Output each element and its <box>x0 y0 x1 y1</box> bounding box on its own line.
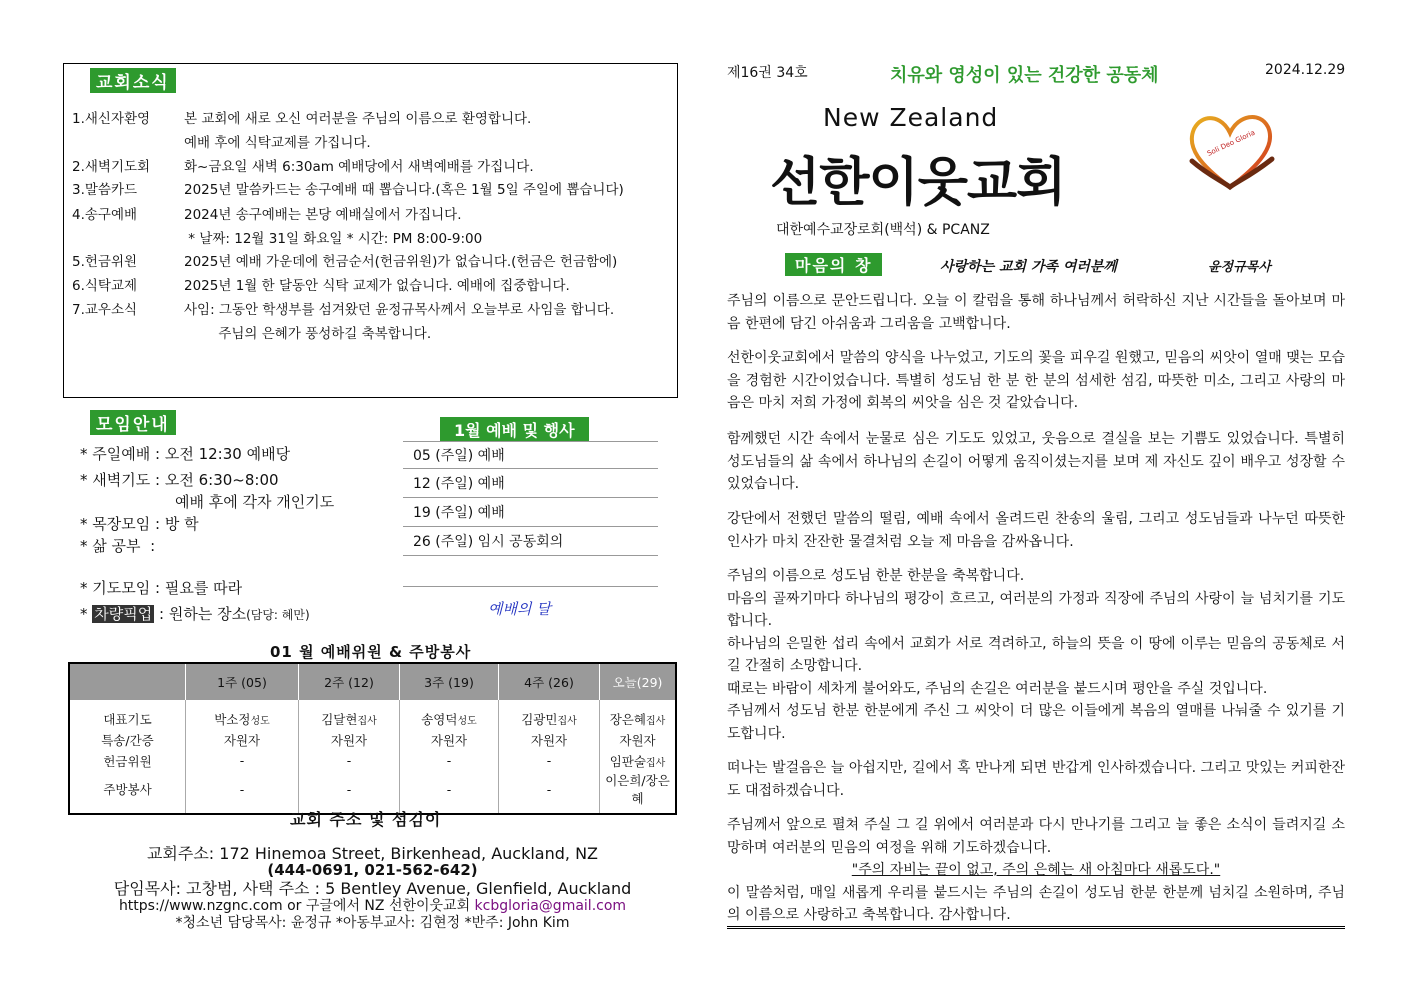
role-cell: 대표기도 <box>69 700 186 729</box>
table-cell: 자원자 <box>499 729 600 750</box>
table-cell: 자원자 <box>186 729 299 750</box>
table-cell: - <box>299 771 400 814</box>
table-cell: 임판술집사 <box>600 750 677 771</box>
table-header-cell <box>69 663 186 700</box>
role-cell: 특송/간증 <box>69 729 186 750</box>
table-header-cell: 4주 (26) <box>499 663 600 700</box>
table-cell: 자원자 <box>600 729 677 750</box>
church-logo-heart-icon <box>1180 105 1280 200</box>
address-title: 교회 주소 및 섬김이 <box>290 810 442 829</box>
news-item: 3.말씀카드 2025년 말씀카드는 송구예배 때 뽑습니다.(혹은 1월 5일 주일에 뽑습니다) <box>72 182 624 198</box>
table-header-cell: 1주 (05) <box>186 663 299 700</box>
column-paragraph: 함께했던 시간 속에서 눈물로 심은 기도도 있었고, 웃음으로 결실을 보는 기쁨도 있었습니다. 특별히 성도님들의 삶 속에서 하나님의 손길이 어떻게 움직이셨는지를 보며 제 자신도 깊이 배우고 성장할 수 있었습니다. <box>727 431 1345 492</box>
column-title: 마음의 창 <box>785 253 882 276</box>
meeting-item: * 삶 공부 : <box>80 537 156 555</box>
column-paragraph: 주님의 이름으로 성도님 한분 한분을 축복합니다. 마음의 골짜기마다 하나님의 평강이 흐르고, 여러분의 가정과 직장에 주님의 사랑이 늘 넘치기를 기도합니다. 하나님의 은밀한 섭리 속에서 교회가 서로 격려하고, 하늘의 뜻을 이 땅에 이루는 믿음의 공동체로 서길 간절히 소망합니다. 때로는 바람이 세차게 불어와도, 주님의 손길은 여러분을 붙드시며 평안을 주실 것입니다. 주님께서 성도님 한분 한분에게 주신 그 씨앗이 더 많은 이들에게 복음의 열매를 나눠줄 수 있기를 기도합니다. <box>727 568 1345 742</box>
column-author: 윤정규목사 <box>1208 260 1271 275</box>
meeting-item: * 주일예배 : 오전 12:30 예배당 <box>80 445 291 463</box>
staff-list: *청소년 담당목사: 윤정규 *아동부교사: 김현정 *반주: John Kim <box>175 915 570 931</box>
table-row <box>69 729 676 750</box>
table-cell: - <box>186 750 299 771</box>
logo-text: Soli Deo Gloria <box>1205 128 1257 158</box>
table-cell: 김달현집사 <box>299 700 400 729</box>
table-cell: 박소정성도 <box>186 700 299 729</box>
church-news-title: 교회소식 <box>90 68 176 93</box>
table-cell: - <box>400 750 499 771</box>
web-contact: https://www.nzgnc.com or 구글에서 NZ 선한이웃교회 kcbgloria@gmail.com <box>118 898 627 914</box>
bottom-divider <box>727 926 1345 929</box>
role-cell: 주방봉사 <box>69 771 186 814</box>
column-paragraph: 떠나는 발걸음은 늘 아쉽지만, 길에서 혹 만나게 되면 반갑게 인사하겠습니다. 그리고 맛있는 커피한잔도 대접하겠습니다. <box>727 760 1345 799</box>
table-cell: - <box>499 771 600 814</box>
table-cell: 장은혜집사 <box>600 700 677 729</box>
meeting-item: 예배 후에 각자 개인기도 <box>175 493 335 511</box>
column-paragraph: 주님께서 앞으로 펼쳐 주실 그 길 위에서 여러분과 다시 만나기를 그리고 늘 좋은 소식이 들려지길 소망하며 여러분의 믿음의 여정을 위해 기도하겠습니다. "주의 자비는 끝이 없고, 주의 은혜는 새 아침마다 새롭도다." 이 말씀처럼, 매일 새롭게 우리를 붙드시는 주님의 손길이 성도님 한분 한분께 넘치길 소원하며, 주님의 이름으로 사랑하고 축복합니다. 감사합니다. <box>727 817 1345 923</box>
meetings-title: 모임안내 <box>90 410 176 435</box>
bulletin-date: 2024.12.29 <box>1265 62 1346 78</box>
church-news-box <box>63 63 678 398</box>
country-label: New Zealand <box>823 103 999 132</box>
meeting-item: * 목장모임 : 방 학 <box>80 515 199 533</box>
meeting-item: * 새벽기도 : 오전 6:30~8:00 <box>80 471 279 489</box>
news-item: 5.헌금위원 2025년 예배 가운데에 헌금순서(헌금위원)가 없습니다.(헌금은 헌금함에) <box>72 254 618 270</box>
news-item: 4.송구예배 2024년 송구예배는 본당 예배실에서 가집니다. <box>72 207 462 223</box>
table-cell: 자원자 <box>299 729 400 750</box>
role-cell: 헌금위원 <box>69 750 186 771</box>
news-item: 7.교우소식 사임: 그동안 학생부를 섬겨왔던 윤정규목사께서 오늘부로 사임을 합니다. <box>72 302 615 318</box>
table-row <box>69 700 676 729</box>
news-item: 주님의 은혜가 풍성하길 축복합니다. <box>184 326 432 342</box>
table-cell: 김광민집사 <box>499 700 600 729</box>
church-address: 교회주소: 172 Hinemoa Street, Birkenhead, Auckland, NZ <box>146 844 599 863</box>
scripture-verse: "주의 자비는 끝이 없고, 주의 은혜는 새 아침마다 새롭도다." <box>851 862 1221 878</box>
table-cell: 송영덕성도 <box>400 700 499 729</box>
pastor-address: 담임목사: 고창범, 사택 주소 : 5 Bentley Avenue, Glenfield, Auckland <box>113 879 632 898</box>
column-subtitle: 사랑하는 교회 가족 여러분께 <box>940 259 1117 275</box>
table-cell: - <box>499 750 600 771</box>
table-header-cell: 2주 (12) <box>299 663 400 700</box>
column-paragraph: 선한이웃교회에서 말씀의 양식을 나누었고, 기도의 꽃을 피우길 원했고, 믿음의 씨앗이 열매 맺는 모습을 경험한 시간이었습니다. 특별히 성도님 한 분 한 분의 섬세한 섬김, 따뜻한 미소, 그리고 사랑의 마음은 마치 저희 가정에 회복의 씨앗을 심은 것 같았습니다. <box>727 350 1345 411</box>
news-item: * 날짜: 12월 31일 화요일 * 시간: PM 8:00-9:00 <box>184 231 483 247</box>
meeting-item: * 기도모임 : 필요를 따라 <box>80 579 243 597</box>
table-header-row <box>69 663 676 700</box>
column-paragraph: 강단에서 전했던 말씀의 떨림, 예배 속에서 올려드린 찬송의 울림, 그리고 성도님들과 나누던 따뜻한 인사가 마치 잔잔한 물결처럼 오늘 제 마음을 감싸옵니다. <box>727 511 1345 550</box>
table-cell: - <box>400 771 499 814</box>
denomination: 대한예수교장로회(백석) & PCANZ <box>776 222 990 238</box>
table-header-cell: 3주 (19) <box>400 663 499 700</box>
church-phone: (444-0691, 021-562-642) <box>267 861 478 879</box>
event-item: 26 (주일) 임시 공동회의 <box>403 528 658 556</box>
events-title: 1월 예배 및 행사 <box>440 417 589 442</box>
news-item: 2.새벽기도회 화~금요일 새벽 6:30am 예배당에서 새벽예배를 가집니다. <box>72 159 534 175</box>
news-item: 예배 후에 식탁교제를 가집니다. <box>184 135 371 151</box>
table-cell: - <box>186 771 299 814</box>
month-theme-note: 예배의 달 <box>488 600 551 618</box>
email-link[interactable]: kcbgloria@gmail.com <box>474 898 627 914</box>
news-item: 1.새신자환영 본 교회에 새로 오신 여러분을 주님의 이름으로 환영합니다. <box>72 111 532 127</box>
table-cell: 자원자 <box>400 729 499 750</box>
news-item: 6.식탁교제 2025년 1월 한 달동안 식탁 교제가 없습니다. 예배에 집중합니다. <box>72 278 570 294</box>
event-item <box>403 559 658 587</box>
event-item: 12 (주일) 예배 <box>403 470 658 498</box>
worship-roster-table <box>68 662 677 815</box>
table-cell: - <box>299 750 400 771</box>
meeting-item: * 차량픽업 : 원하는 장소(담당: 혜만) <box>80 605 310 623</box>
worship-table-title: 01 월 예배위원 & 주방봉사 <box>270 643 472 661</box>
table-header-cell: 오늘(29) <box>600 663 677 700</box>
column-paragraph: 주님의 이름으로 문안드립니다. 오늘 이 칼럼을 통해 하나님께서 허락하신 지난 시간들을 돌아보며 마음 한편에 담긴 아쉬움과 그리움을 고백합니다. <box>727 293 1345 332</box>
issue-number: 제16권 34호 <box>727 65 808 81</box>
event-item: 19 (주일) 예배 <box>403 499 658 527</box>
church-motto: 치유와 영성이 있는 건강한 공동체 <box>890 65 1159 86</box>
table-cell: 이은희/장은혜 <box>600 771 677 814</box>
church-name: 선한이웃교회 <box>770 153 1066 213</box>
table-row <box>69 750 676 771</box>
event-item: 05 (주일) 예배 <box>403 441 658 469</box>
